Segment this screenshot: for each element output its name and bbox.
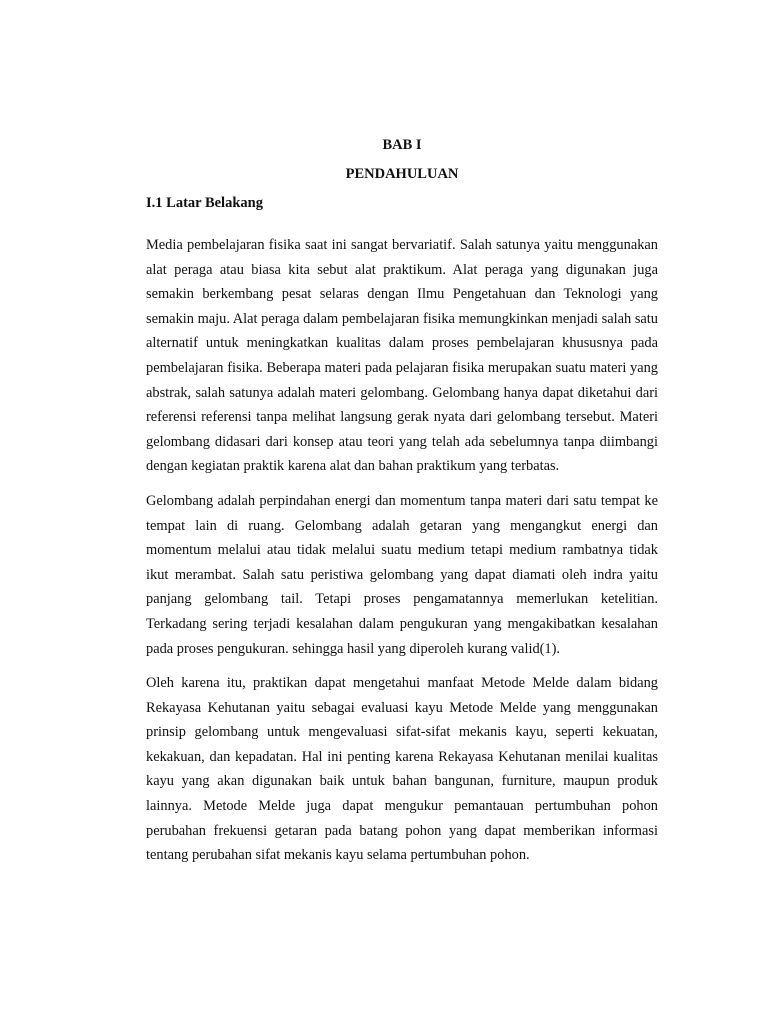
section-heading: I.1 Latar Belakang (146, 195, 263, 211)
document-body (146, 233, 658, 878)
body-paragraph: Oleh karena itu, praktikan dapat mengetahui manfaat Metode Melde dalam bidang Rekayasa Kehutanan yaitu sebagai evaluasi kayu Metode Melde yang menggunakan prinsip gelombang untuk mengevaluasi sifat-sifat mekanis kayu, seperti kekuatan, kekakuan, dan kepadatan. Hal ini penting karena Rekayasa Kehutanan menilai kualitas kayu yang akan digunakan baik untuk bahan bangunan, furniture, maupun produk lainnya. Metode Melde juga dapat mengukur pemantauan pertumbuhan pohon perubahan frekuensi getaran pada batang pohon yang dapat memberikan informasi tentang perubahan sifat mekanis kayu selama pertumbuhan pohon. (146, 675, 658, 864)
chapter-number: BAB I (382, 137, 422, 153)
chapter-title: PENDAHULUAN (345, 166, 459, 182)
body-paragraph: Media pembelajaran fisika saat ini sangat bervariatif. Salah satunya yaitu menggunakan alat peraga atau biasa kita sebut alat praktikum. Alat peraga yang digunakan juga semakin berkembang pesat selaras dengan Ilmu Pengetahuan dan Teknologi yang semakin maju. Alat peraga dalam pembelajaran fisika memungkinkan menjadi salah satu alternatif untuk meningkatkan kualitas dalam proses pembelajaran khususnya pada pembelajaran fisika. Beberapa materi pada pelajaran fisika merupakan suatu materi yang abstrak, salah satunya adalah materi gelombang. Gelombang hanya dapat diketahui dari referensi referensi tanpa melihat langsung gerak nyata dari gelombang tersebut. Materi gelombang didasari dari konsep atau teori yang telah ada sebelumnya tanpa diimbangi dengan kegiatan praktik karena alat dan bahan praktikum yang terbatas. (146, 237, 658, 475)
body-paragraph: Gelombang adalah perpindahan energi dan momentum tanpa materi dari satu tempat ke tempat lain di ruang. Gelombang adalah getaran yang mengangkut energi dan momentum melalui atau tidak melalui suatu medium tetapi medium rambatnya tidak ikut merambat. Salah satu peristiwa gelombang yang dapat diamati oleh indra yaitu panjang gelombang tail. Tetapi proses pengamatannya memerlukan ketelitian. Terkadang sering terjadi kesalahan dalam pengukuran yang mengakibatkan kesalahan pada proses pengukuran. sehingga hasil yang diperoleh kurang valid(1). (146, 492, 658, 657)
